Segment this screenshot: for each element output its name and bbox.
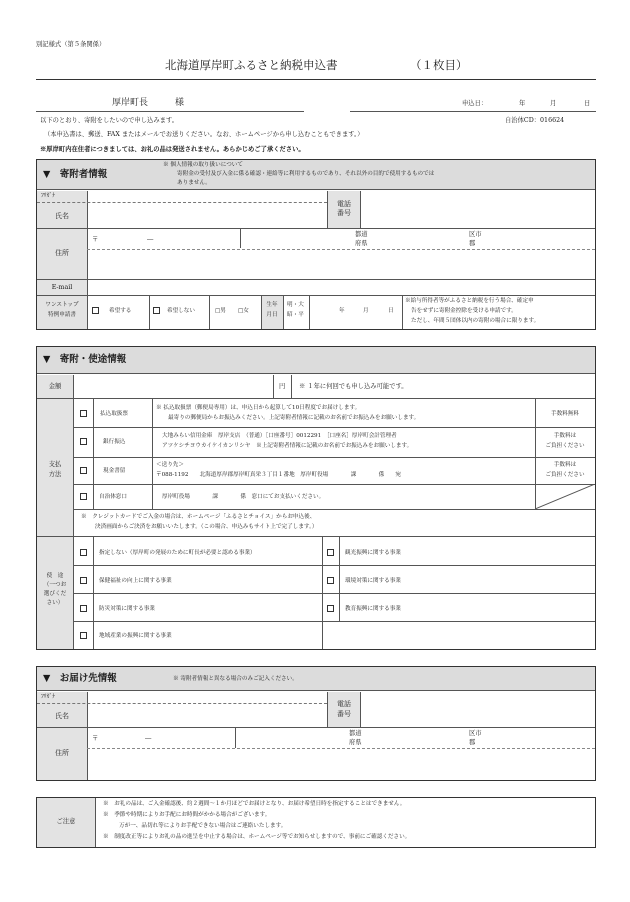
delivery-phone-label-2: 番号	[337, 710, 351, 718]
resident-warning: ※厚岸町内在住者につきましては、お礼の品は発送されません。あらかじめご了承ください。	[40, 146, 305, 153]
method-bank-desc: 大地みらい信用金庫 厚岸支店 （普通）［口座番号］0012291 ［口座名］厚岸町会計管理者	[162, 433, 397, 439]
method-counter-checkbox[interactable]	[80, 493, 87, 500]
onestop-yes-checkbox[interactable]	[92, 307, 99, 314]
method-cash-desc-2: 〒088-1192 北海道厚岸郡厚岸町真栄３丁目１番地 厚岸町役場 課 係 宛	[156, 472, 401, 478]
delivery-section	[36, 666, 596, 781]
delivery-address-label: 住所	[55, 749, 69, 757]
intro-text: 以下のとおり、寄附をしたいので申し込みます。	[40, 117, 179, 124]
payment-label-2: 方法	[48, 471, 62, 478]
kushi-label-2: 郡	[469, 240, 476, 247]
donor-phone-field[interactable]	[362, 193, 592, 226]
donor-furigana-field[interactable]	[89, 191, 326, 201]
usage-2-label: 保健福祉の向上に関する事業	[99, 578, 172, 584]
usage-label-2: （一つお	[43, 582, 67, 588]
todofuken-label: 都道	[355, 231, 368, 238]
amount-field[interactable]	[75, 377, 303, 396]
notes-section	[36, 797, 596, 848]
birth-year[interactable]: 年	[339, 308, 345, 314]
delivery-kushi-label: 区市	[469, 730, 482, 737]
birth-month[interactable]: 月	[363, 308, 369, 314]
delivery-phone-field[interactable]	[362, 694, 592, 725]
credit-note-2: 決済画面からご決済をお願いいたします。（この場合、申込みもサイト上で完了します。）	[95, 524, 318, 530]
municipality-code: 自治体CD：016624	[505, 117, 565, 124]
delivery-postal-field[interactable]	[99, 731, 234, 745]
name-label: 氏名	[55, 212, 69, 220]
method-postal-fee: 手数料無料	[551, 411, 579, 417]
method-bank-fee-2: ご負担ください	[545, 443, 585, 449]
donor-section-title: ▼ 寄附者情報	[43, 169, 108, 180]
privacy-note-body: 寄附金の受付及び入金に係る確認・連絡等に利用するものであり、それ以外の目的で使用するものでは	[177, 171, 435, 177]
kushi-label: 区市	[469, 231, 482, 238]
onestop-note-2: 告をせずに寄附金控除を受ける申請です。	[411, 308, 517, 314]
amount-note: ※ １年に何回でも申し込み可能です。	[299, 383, 408, 390]
delivery-postal-mark: 〒	[92, 735, 99, 742]
usage-6-label: 環境対策に関する事業	[345, 578, 401, 584]
era-options-2[interactable]: 昭・平	[287, 312, 304, 318]
gender-male-option[interactable]: □男	[215, 308, 226, 314]
delivery-kushi-label-2: 郡	[469, 739, 476, 746]
delivery-furigana-label: ﾌﾘｶﾞﾅ	[41, 694, 55, 700]
email-label: E-mail	[51, 284, 73, 291]
usage-3-label: 防災対策に関する事業	[99, 606, 155, 612]
usage-5-label: 観光振興に関する事業	[345, 550, 401, 556]
method-bank-fee: 手数料は	[553, 433, 577, 439]
method-cash-label: 現金書留	[103, 468, 126, 474]
usage-1-label: 指定しない（厚岸町の発展のために町長が必要と認める事業）	[99, 550, 256, 556]
delivery-postal-dash: ―	[145, 735, 152, 742]
note-line-3: 万が一、品切れ等によりお手配できない場合はご連絡いたします。	[119, 823, 287, 829]
usage-label: 使 途	[46, 573, 64, 579]
note-line-1: ※ お礼の品は、ご入金確認後、約２週間～１か月ほどでお届けとなり、お届け希望日時を指定することはできません。	[103, 801, 406, 807]
onestop-note-3: ただし、年間５団体以内の寄附の場合に限ります。	[411, 318, 540, 324]
form-reference: 別記様式（第５条関係）	[36, 41, 106, 48]
todofuken-label-2: 府県	[355, 240, 368, 247]
usage-3-checkbox[interactable]	[80, 605, 87, 612]
delivery-name-label: 氏名	[55, 712, 69, 720]
privacy-note-body-2: ありません。	[177, 180, 211, 186]
donor-postal-field[interactable]	[99, 232, 239, 246]
method-postal-desc: ※ 払込取扱票（郵便局専用）は、申込日から起算して10日程度でお届けします。	[156, 405, 361, 411]
notes-label: ご注意	[56, 818, 76, 825]
donation-section-title: ▼ 寄附・使途情報	[43, 354, 127, 365]
delivery-furigana-field[interactable]	[89, 693, 326, 702]
postal-mark: 〒	[92, 236, 99, 243]
amount-label: 金額	[48, 383, 62, 390]
method-cash-fee: 手数料は	[553, 462, 577, 468]
postal-dash: ―	[147, 236, 154, 243]
usage-1-checkbox[interactable]	[80, 549, 87, 556]
donor-email-field[interactable]	[89, 281, 593, 293]
date-year[interactable]: 年	[519, 100, 526, 107]
payment-label: 支払	[48, 461, 62, 468]
delivery-name-field[interactable]	[89, 704, 326, 725]
method-counter-label: 自治体窓口	[99, 494, 127, 500]
method-cash-fee-2: ご負担ください	[545, 472, 585, 478]
era-options[interactable]: 明・大	[287, 302, 304, 308]
onestop-label-2: 特例申請書	[48, 312, 76, 318]
donor-section	[36, 159, 596, 330]
privacy-note-title: ※ 個人情報の取り扱いについて	[163, 162, 243, 168]
method-counter-desc: 厚岸町役場 課 係 窓口にてお支払いください。	[162, 494, 325, 500]
method-postal-desc-2: 最寄りの郵便局からお振込みください。上記寄附者情報に記載のお名前でお振込みをお願いします。	[168, 415, 420, 421]
page-label: （１枚目）	[410, 58, 468, 72]
delivery-section-title: ▼ お届け先情報	[43, 673, 117, 684]
date-label: 申込日：	[462, 100, 488, 107]
usage-6-checkbox[interactable]	[327, 577, 334, 584]
date-day[interactable]: 日	[584, 100, 591, 107]
submission-note: （本申込書は、郵送、FAX またはメールでお送りください。なお、ホームページから申し込むこともできます。）	[44, 131, 364, 138]
gender-female-option[interactable]: □女	[238, 308, 249, 314]
usage-2-checkbox[interactable]	[80, 577, 87, 584]
note-line-2: ※ 季節や時期によりお手配にお時間がかかる場合がございます。	[103, 812, 271, 818]
onestop-no-checkbox[interactable]	[153, 307, 160, 314]
note-line-4: ※ 制度改正等によりお礼の品の進呈を中止する場合は、ホームページ等でお知らせしますので、事前にご確認ください。	[103, 834, 411, 840]
delivery-todofuken-label-2: 府県	[349, 739, 362, 746]
usage-7-checkbox[interactable]	[327, 605, 334, 612]
method-counter-fee-diagonal	[535, 484, 595, 509]
credit-note: ※ クレジットカードでご入金の場合は、ホームページ「ふるさとチョイス」からお申込後、	[81, 514, 316, 520]
phone-label-2: 番号	[337, 209, 351, 217]
usage-4-label: 地域産業の振興に関する事業	[99, 633, 172, 639]
donor-name-field[interactable]	[89, 203, 326, 227]
usage-5-checkbox[interactable]	[327, 549, 334, 556]
delivery-todofuken-label: 都道	[349, 730, 362, 737]
date-month[interactable]: 月	[550, 100, 557, 107]
yen-label: 円	[279, 383, 286, 390]
donor-address-field[interactable]	[89, 250, 593, 278]
method-cash-checkbox[interactable]	[80, 467, 87, 474]
furigana-label: ﾌﾘｶﾞﾅ	[41, 193, 55, 199]
onestop-label: ワンストップ	[45, 302, 79, 308]
method-bank-checkbox[interactable]	[80, 438, 87, 445]
usage-4-checkbox[interactable]	[80, 632, 87, 639]
phone-label: 電話	[337, 200, 351, 208]
page-title: 北海道厚岸町ふるさと納税申込書	[165, 58, 338, 72]
usage-label-4: さい）	[46, 600, 64, 606]
donation-section	[36, 346, 596, 650]
usage-label-3: 選びくだ	[43, 591, 67, 597]
onestop-yes-label: 希望する	[109, 308, 132, 314]
delivery-address-field[interactable]	[89, 749, 593, 778]
usage-7-label: 教育振興に関する事業	[345, 606, 401, 612]
addressee: 厚岸町長 様	[112, 98, 185, 108]
method-postal-label: 払込取扱票	[100, 411, 128, 417]
delivery-note: ※ 寄附者情報と異なる場合のみご記入ください。	[173, 676, 298, 682]
birth-day[interactable]: 日	[388, 308, 394, 314]
method-bank-desc-2: アツケシチヨウカイケイカンリシヤ ※上記寄附者情報に記載のお名前でお振込みをお願いします。	[162, 443, 413, 449]
birth-label: 生年	[266, 302, 278, 308]
birth-label-2: 月日	[266, 312, 278, 318]
onestop-note: ※給与所得者等がふるさと納税を行う場合、確定申	[405, 298, 534, 304]
method-postal-checkbox[interactable]	[80, 410, 87, 417]
method-bank-label: 銀行振込	[103, 439, 126, 445]
address-label: 住所	[55, 249, 69, 257]
delivery-phone-label: 電話	[337, 700, 351, 708]
method-cash-desc: ＜送り先＞	[156, 462, 184, 468]
onestop-no-label: 希望しない	[167, 308, 195, 314]
